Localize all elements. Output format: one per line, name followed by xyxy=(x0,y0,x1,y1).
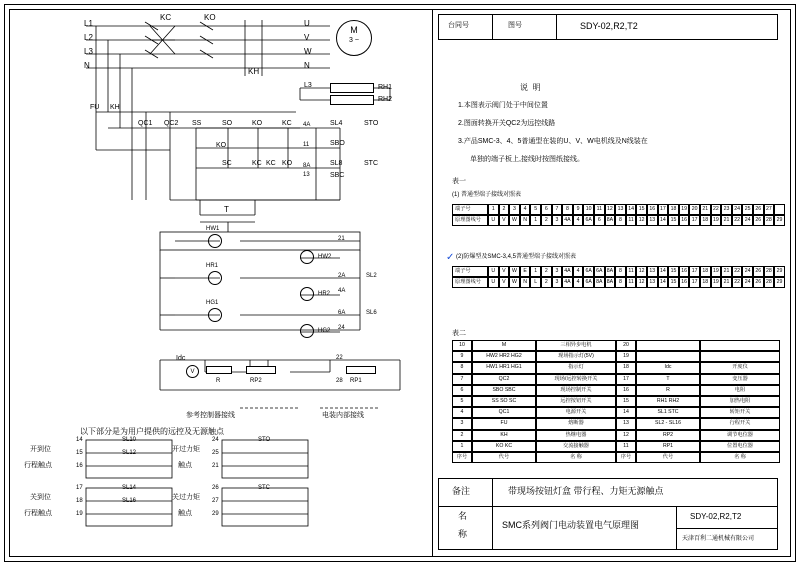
terminal-cell: 15 xyxy=(668,215,679,226)
qc1-label: QC1 xyxy=(138,120,153,127)
terminal-cell: 26 xyxy=(753,215,764,226)
terminal-cell: 13 xyxy=(647,215,658,226)
lamp-term-4a: 4A xyxy=(338,288,346,294)
notes-item-3: 3.产品SMC-3、4、5普通型在装的U、V、W电机线及N线装在 xyxy=(458,138,648,145)
notes-item-4: 单独的端子板上,接线时按图纸接线。 xyxy=(470,156,584,163)
terminal-cell: 26 xyxy=(753,266,764,277)
table2-code: 代号 xyxy=(636,452,700,463)
group-close-torque-title: 关过力矩 xyxy=(172,494,200,501)
table2-name xyxy=(700,340,780,351)
group-close-travel-sub: 行程触点 xyxy=(24,510,52,517)
terminal-cell: N xyxy=(520,215,531,226)
table2-code xyxy=(636,340,700,351)
term-8a: 8A xyxy=(303,163,311,169)
table2-no: 5 xyxy=(452,396,472,407)
table2-no: 2 xyxy=(452,430,472,441)
table2-no: 14 xyxy=(616,407,636,418)
lamp-term-21: 21 xyxy=(338,236,345,242)
notes-item-1: 1.本图表示阀门处于中间位置 xyxy=(458,102,548,109)
sl4-label: SL4 xyxy=(330,120,343,127)
terminal-cell: 14 xyxy=(658,266,669,277)
titleblock-top-div2 xyxy=(556,14,557,40)
term-17: 17 xyxy=(76,485,83,491)
sl8-label: SL8 xyxy=(330,160,343,167)
terminal-cell: 14 xyxy=(626,204,637,215)
terminal-cell: 17 xyxy=(689,215,700,226)
mains-label-l2: L2 xyxy=(84,33,93,42)
qc2-label: QC2 xyxy=(164,120,179,127)
name-label-2: 称 xyxy=(458,529,468,539)
titleblock-col1-label: 台同号 xyxy=(448,22,469,29)
titleblock-drawing-no: SDY-02,R2,T2 xyxy=(580,21,638,31)
ko-label-ctl3: KO xyxy=(282,160,293,167)
lamp-term-24: 24 xyxy=(338,325,345,331)
table2-code: SS SO SC xyxy=(472,396,536,407)
terminal-cell: 15 xyxy=(668,277,679,288)
terminal-cell: 28 xyxy=(764,277,775,288)
bottom-note: 以下部分是为用户提供的远控及无源触点 xyxy=(80,427,224,436)
motor-lead-w: W xyxy=(304,47,312,56)
table2-no: 19 xyxy=(616,351,636,362)
label-stc: STC xyxy=(258,485,270,491)
table2-code xyxy=(636,351,700,362)
table2-no: 20 xyxy=(616,340,636,351)
terminal-cell: 18 xyxy=(668,204,679,215)
terminal-cell: 22 xyxy=(732,215,743,226)
terminal-cell: V xyxy=(499,266,510,277)
table2-name: 开度仪 xyxy=(700,362,780,373)
lamp-hg1-label: HG1 xyxy=(206,300,219,306)
terminal-cell: U xyxy=(488,215,499,226)
terminal-cell: W xyxy=(509,277,520,288)
terminal-cell: 8A xyxy=(605,277,616,288)
terminal-cell: 6 xyxy=(541,204,552,215)
kh-label: KH xyxy=(110,104,120,111)
terminal-cell: 2 xyxy=(541,277,552,288)
terminal-cell: 21 xyxy=(721,215,732,226)
table2-code: RP2 xyxy=(636,430,700,441)
terminal-cell: 19 xyxy=(711,215,722,226)
terminal-cell: 4 xyxy=(573,277,584,288)
terminal-cell: 13 xyxy=(615,204,626,215)
table2-no: 8 xyxy=(452,362,472,373)
terminal-cell: 4A xyxy=(562,277,573,288)
terminal-cell: 8A xyxy=(594,277,605,288)
term-28: 28 xyxy=(336,378,343,384)
table2-no: 1 xyxy=(452,441,472,452)
heater-line-label: L3 xyxy=(304,82,312,89)
terminal-cell: U xyxy=(488,277,499,288)
terminal-cell: 13 xyxy=(647,266,658,277)
ko-label-ctl2: KO xyxy=(216,142,227,149)
label-sl10: SL10 xyxy=(122,437,137,443)
mains-label-l3: L3 xyxy=(84,47,93,56)
terminal-cell: 1 xyxy=(488,204,499,215)
table2-name: 交流接触器 xyxy=(536,441,616,452)
transformer-label: T xyxy=(224,205,229,214)
terminal-cell: N xyxy=(520,277,531,288)
table2-no: 12 xyxy=(616,430,636,441)
sbo-label: SBO xyxy=(330,140,345,147)
terminal-cell: 14 xyxy=(658,215,669,226)
meter-v-label: V xyxy=(190,369,195,375)
terminal-cell: 3 xyxy=(509,204,520,215)
table2-caption: 表二 xyxy=(452,330,466,337)
terminal-cell: 24 xyxy=(742,215,753,226)
terminal-cell: 17 xyxy=(658,204,669,215)
table2-name: 电源开关 xyxy=(536,407,616,418)
table2-code: KO KC xyxy=(472,441,536,452)
terminal-cell: 6A xyxy=(583,215,594,226)
terminal-cell: 29 xyxy=(774,277,785,288)
terminal-cell: 22 xyxy=(711,204,722,215)
terminal-cell: 11 xyxy=(626,266,637,277)
terminal-cell: 9 xyxy=(573,204,584,215)
table2-no: 13 xyxy=(616,418,636,429)
terminal-cell: 19 xyxy=(711,277,722,288)
lamp-sl6: SL6 xyxy=(366,310,377,316)
terminal-cell: 4 xyxy=(520,204,531,215)
terminal-cell: 1 xyxy=(530,215,541,226)
table2-no: 3 xyxy=(452,418,472,429)
mains-label-l1: L1 xyxy=(84,19,93,28)
terminal-cell: 22 xyxy=(732,277,743,288)
terminal-cell: 18 xyxy=(700,215,711,226)
term-22: 22 xyxy=(336,355,343,361)
table2-no: 15 xyxy=(616,396,636,407)
table2-name: 电阻 xyxy=(700,385,780,396)
table2-code: FU xyxy=(472,418,536,429)
terminal-cell: 12 xyxy=(636,215,647,226)
terminal-cell: 16 xyxy=(679,266,690,277)
terminal-cell: 8A xyxy=(605,215,616,226)
group-close-torque-sub: 触点 xyxy=(178,510,192,517)
terminal-cell: 24 xyxy=(742,266,753,277)
terminal-cell: 22 xyxy=(732,266,743,277)
terminal-cell xyxy=(774,204,785,215)
terminal-cell: 16 xyxy=(679,277,690,288)
table2-code: SL2 - SL16 xyxy=(636,418,700,429)
table2-name: 远控按钮开关 xyxy=(536,396,616,407)
table2-code: SBO SBC xyxy=(472,385,536,396)
remark-text: 带现场按钮灯盒 带行程、力矩无源触点 xyxy=(508,486,664,496)
lamp-hw1-label: HW1 xyxy=(206,226,220,232)
so-label: SO xyxy=(222,120,233,127)
term-15: 15 xyxy=(76,450,83,456)
terminal-cell: 3 xyxy=(552,277,563,288)
table2-no: 4 xyxy=(452,407,472,418)
idc-label: Idc xyxy=(176,355,186,362)
titleblock-bottom-hdiv2 xyxy=(676,528,778,529)
sto-label: STO xyxy=(364,120,379,127)
table2-name: 变压器 xyxy=(700,374,780,385)
table2-code: 代号 xyxy=(472,452,536,463)
remark-label: 备注 xyxy=(452,486,471,496)
table2-no: 16 xyxy=(616,385,636,396)
terminal-row-header: 端子号 xyxy=(452,266,488,277)
term-13: 13 xyxy=(303,172,310,178)
terminal-cell: 4 xyxy=(573,266,584,277)
contactor-label-ko: KO xyxy=(204,13,216,22)
terminal-cell: 8 xyxy=(615,215,626,226)
terminal-cell: 12 xyxy=(636,277,647,288)
drawing-no-bottom: SDY-02,R2,T2 xyxy=(690,512,742,521)
terminal-cell: 18 xyxy=(700,277,711,288)
terminal-cell: V xyxy=(499,215,510,226)
ko-label-ctl: KO xyxy=(252,120,263,127)
table2-name: 热继电器 xyxy=(536,430,616,441)
terminal-cell: 16 xyxy=(647,204,658,215)
table2-no: 7 xyxy=(452,374,472,385)
check-mark-icon: ✓ xyxy=(446,252,455,263)
terminal-cell: 2 xyxy=(541,266,552,277)
table1-sub1: (1) 普通型端子接线对照表 xyxy=(452,192,522,198)
terminal-cell: 28 xyxy=(764,266,775,277)
terminal-cell: 2 xyxy=(541,215,552,226)
group-close-travel-title: 关到位 xyxy=(30,494,51,501)
terminal-cell: 26 xyxy=(753,204,764,215)
terminal-row-header: 原理图线号 xyxy=(452,215,488,226)
notes-item-2: 2.图面转换开关QC2为远控线路 xyxy=(458,120,556,127)
terminal-cell: 18 xyxy=(700,266,711,277)
name-text: SMC系列阀门电动装置电气原理图 xyxy=(502,520,640,530)
titleblock-bottom-hdiv xyxy=(438,506,778,507)
terminal-cell: 6A xyxy=(594,266,605,277)
table2-no: 序号 xyxy=(452,452,472,463)
terminal-cell: 4 xyxy=(573,215,584,226)
titleblock-col2-label: 图号 xyxy=(508,22,522,29)
terminal-cell: 21 xyxy=(700,204,711,215)
terminal-cell: 6 xyxy=(594,215,605,226)
label-sl12: SL12 xyxy=(122,450,137,456)
table2-code: KH xyxy=(472,430,536,441)
term-4a: 4A xyxy=(303,122,311,128)
terminal-cell: 15 xyxy=(668,266,679,277)
term-24: 24 xyxy=(212,437,219,443)
table2-name: 转矩开关 xyxy=(700,407,780,418)
table2-code: M xyxy=(472,340,536,351)
terminal-cell: 19 xyxy=(711,266,722,277)
terminal-cell: 28 xyxy=(764,215,775,226)
terminal-cell: 17 xyxy=(689,277,700,288)
terminal-cell: L xyxy=(530,277,541,288)
table2-no: 6 xyxy=(452,385,472,396)
terminal-cell: 19 xyxy=(679,204,690,215)
terminal-cell: 25 xyxy=(742,204,753,215)
lamp-sl2: SL2 xyxy=(366,273,377,279)
table2-code: HW2 HR2 HG2 xyxy=(472,351,536,362)
terminal-cell: 21 xyxy=(721,277,732,288)
table2-no: 序号 xyxy=(616,452,636,463)
label-sl16: SL16 xyxy=(122,498,137,504)
table2-no: 17 xyxy=(616,374,636,385)
terminal-cell: 29 xyxy=(774,266,785,277)
terminal-cell: 4A xyxy=(562,215,573,226)
kc-label-ctl: KC xyxy=(252,160,262,167)
terminal-row-header: 端子号 xyxy=(452,204,488,215)
table2-name xyxy=(700,351,780,362)
reference-wiring-note: 参考控制器接线 xyxy=(186,412,235,419)
term-27: 27 xyxy=(212,498,219,504)
group-open-travel-title: 开到位 xyxy=(30,446,51,453)
mains-label-n: N xyxy=(84,61,90,70)
term-14: 14 xyxy=(76,437,83,443)
titleblock-top-div1 xyxy=(492,14,493,40)
terminal-cell: 1 xyxy=(530,266,541,277)
table2-name: 位置电位器 xyxy=(700,441,780,452)
terminal-cell: 3 xyxy=(552,266,563,277)
terminal-cell: 13 xyxy=(647,277,658,288)
table2-code: HW1 HR1 HG1 xyxy=(472,362,536,373)
internal-wiring-note: 电装内部接线 xyxy=(322,412,364,419)
table2-code: R xyxy=(636,385,700,396)
table2-name: 熔断器 xyxy=(536,418,616,429)
lamp-term-2a: 2A xyxy=(338,273,346,279)
table1-caption: 表一 xyxy=(452,178,466,185)
fuse-label: FU xyxy=(90,104,100,111)
terminal-cell: 10 xyxy=(583,204,594,215)
contactor-label-kc: KC xyxy=(160,13,172,22)
name-label: 名 xyxy=(458,511,468,521)
table2-name: 名 称 xyxy=(700,452,780,463)
terminal-cell: 21 xyxy=(721,266,732,277)
heater-rh1-label: RH1 xyxy=(378,84,393,91)
terminal-cell: 26 xyxy=(753,277,764,288)
terminal-cell: 8 xyxy=(615,266,626,277)
table2-code: SL1 STC xyxy=(636,407,700,418)
terminal-cell: 8 xyxy=(562,204,573,215)
thermal-label-kh: KH xyxy=(248,67,260,76)
sc-label: SC xyxy=(222,160,232,167)
lamp-hg2-label: HG2 xyxy=(318,328,331,334)
table2-name: 调节电位器 xyxy=(700,430,780,441)
terminal-cell: W xyxy=(509,215,520,226)
table1-sub2: (2)防爆型及SMC-3,4,5普通型端子接线对照表 xyxy=(456,254,577,260)
table2-code: T xyxy=(636,374,700,385)
motor-lead-v: V xyxy=(304,33,310,42)
terminal-cell: 6A xyxy=(583,266,594,277)
terminal-cell: 20 xyxy=(689,204,700,215)
term-18: 18 xyxy=(76,498,83,504)
terminal-cell: 14 xyxy=(658,277,669,288)
label-sl14: SL14 xyxy=(122,485,137,491)
term-19: 19 xyxy=(76,511,83,517)
terminal-cell: 11 xyxy=(626,277,637,288)
terminal-cell: 17 xyxy=(689,266,700,277)
kc-label-ctl3: KC xyxy=(266,160,276,167)
potentiometer-rp1-label: RP1 xyxy=(350,378,362,384)
table2-code: RH1 RH2 xyxy=(636,396,700,407)
table2-name: 名 称 xyxy=(536,452,616,463)
terminal-cell: 24 xyxy=(742,277,753,288)
motor-lead-u: U xyxy=(304,19,310,28)
terminal-cell: 12 xyxy=(605,204,616,215)
terminal-cell: 5 xyxy=(530,204,541,215)
terminal-cell: 8 xyxy=(615,277,626,288)
terminal-cell: E xyxy=(520,266,531,277)
table2-name: 行程开关 xyxy=(700,418,780,429)
term-11: 11 xyxy=(303,142,310,148)
terminal-cell: 4A xyxy=(562,266,573,277)
group-open-torque-title: 开过力矩 xyxy=(172,446,200,453)
table2-name: 三相异步电机 xyxy=(536,340,616,351)
table2-name: 现场/远控转换开关 xyxy=(536,374,616,385)
terminal-cell: 2 xyxy=(499,204,510,215)
lamp-term-6a: 6A xyxy=(338,310,346,316)
label-sto: STO xyxy=(258,437,271,443)
titleblock-bottom-vdiv1 xyxy=(492,478,493,550)
main-divider xyxy=(432,9,433,557)
table2-name: 现场指示灯(5V) xyxy=(536,351,616,362)
term-16: 16 xyxy=(76,463,83,469)
terminal-cell: 15 xyxy=(636,204,647,215)
term-25: 25 xyxy=(212,450,219,456)
terminal-cell: 24 xyxy=(732,204,743,215)
terminal-cell: 3 xyxy=(552,215,563,226)
term-26: 26 xyxy=(212,485,219,491)
terminal-cell: 16 xyxy=(679,215,690,226)
terminal-cell: 27 xyxy=(764,204,775,215)
table2-code: Idc xyxy=(636,362,700,373)
table2-code: RP1 xyxy=(636,441,700,452)
terminal-cell: 11 xyxy=(626,215,637,226)
terminal-cell: 11 xyxy=(594,204,605,215)
terminal-cell: 8A xyxy=(605,266,616,277)
terminal-cell: 6A xyxy=(583,277,594,288)
kc-label-ctl2: KC xyxy=(282,120,292,127)
potentiometer-rp2-label: RP2 xyxy=(250,378,262,384)
terminal-cell: 29 xyxy=(774,215,785,226)
terminal-row-header: 原理图线号 xyxy=(452,277,488,288)
table2-name: 现场控制开关 xyxy=(536,385,616,396)
stc-label: STC xyxy=(364,160,378,167)
heater-rh2-label: RH2 xyxy=(378,96,393,103)
terminal-cell: U xyxy=(488,266,499,277)
table2-no: 18 xyxy=(616,362,636,373)
table2-no: 9 xyxy=(452,351,472,362)
terminal-cell: W xyxy=(509,266,520,277)
term-21: 21 xyxy=(212,463,219,469)
group-open-torque-sub: 触点 xyxy=(178,462,192,469)
terminal-cell: 12 xyxy=(636,266,647,277)
table2-no: 11 xyxy=(616,441,636,452)
sbc-label: SBC xyxy=(330,172,345,179)
lamp-hr1-label: HR1 xyxy=(206,263,219,269)
resistor-r-label: R xyxy=(216,378,221,384)
notes-heading: 说 明 xyxy=(520,83,541,92)
lamp-hw2-label: HW2 xyxy=(318,254,332,260)
motor-label: M 3 ~ xyxy=(349,25,359,44)
table2-code: QC2 xyxy=(472,374,536,385)
lamp-hr2-label: HR2 xyxy=(318,291,331,297)
terminal-cell: 7 xyxy=(552,204,563,215)
ss-label: SS xyxy=(192,120,202,127)
group-open-travel-sub: 行程触点 xyxy=(24,462,52,469)
table2-name: 加热电阻 xyxy=(700,396,780,407)
table2-no: 10 xyxy=(452,340,472,351)
company-name: 天津百利二通机械有限公司 xyxy=(682,536,755,542)
table2-code: QC1 xyxy=(472,407,536,418)
motor-lead-n: N xyxy=(304,61,310,70)
terminal-cell: V xyxy=(499,277,510,288)
terminal-cell: 23 xyxy=(721,204,732,215)
term-29: 29 xyxy=(212,511,219,517)
table2-name: 指示灯 xyxy=(536,362,616,373)
